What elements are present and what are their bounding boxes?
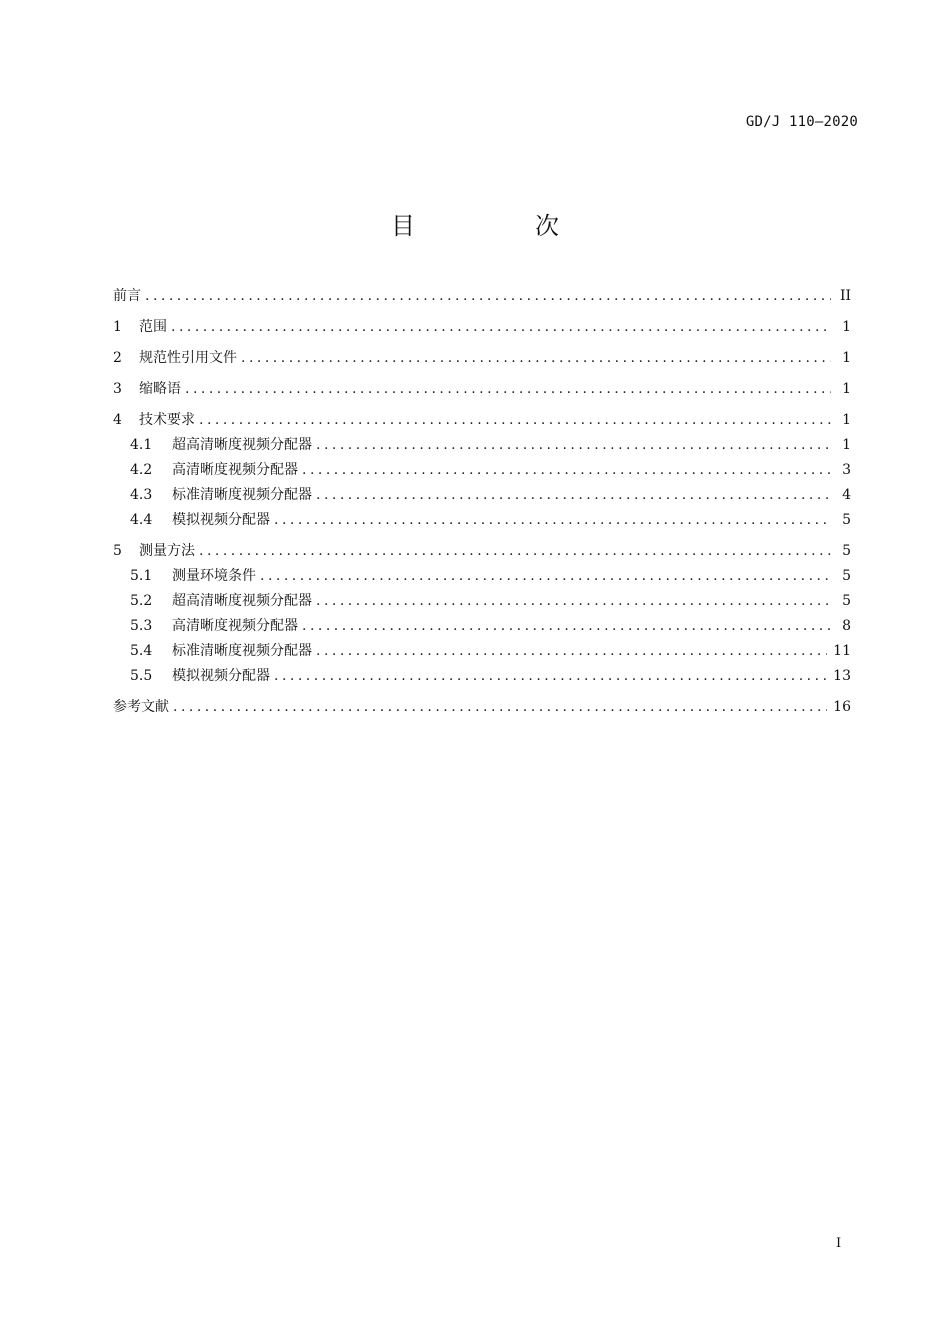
toc-dot-leader <box>260 566 831 586</box>
toc-entry[interactable] <box>113 286 851 306</box>
toc-entry-label: 规范性引用文件 <box>139 350 237 366</box>
toc-entry[interactable] <box>113 666 851 686</box>
toc-entry-page: 1 <box>842 319 851 335</box>
toc-entry[interactable] <box>113 379 851 399</box>
toc-entry-number: 4.2 <box>130 462 153 478</box>
toc-dot-leader <box>199 410 831 430</box>
toc-entry-label: 高清晰度视频分配器 <box>172 618 298 634</box>
toc-entry-number: 4.3 <box>130 487 153 503</box>
toc-entry-label: 缩略语 <box>139 381 181 397</box>
toc-entry-page: 1 <box>842 381 851 397</box>
toc-entry-number: 3 <box>113 381 122 397</box>
toc-dot-leader <box>316 641 827 661</box>
toc-entry-label: 测量环境条件 <box>172 568 256 584</box>
toc-dot-leader <box>302 616 831 636</box>
document-code: GD/J 110—2020 <box>745 114 858 130</box>
toc-dot-leader <box>316 485 831 505</box>
toc-entry[interactable] <box>113 616 851 636</box>
toc-entry-label: 测量方法 <box>139 543 195 559</box>
toc-entry-page: 3 <box>842 462 851 478</box>
toc-dot-leader <box>173 697 827 717</box>
toc-entry-number: 5.4 <box>130 643 153 659</box>
toc-dot-leader <box>274 510 831 530</box>
toc-entry-number: 5 <box>113 543 122 559</box>
toc-dot-leader <box>185 379 831 399</box>
toc-entry-number: 4.1 <box>130 437 153 453</box>
toc-entry-page: 1 <box>842 350 851 366</box>
toc-entry-label: 模拟视频分配器 <box>172 668 270 684</box>
toc-entry-label: 前言 <box>113 288 141 304</box>
toc-entry-label: 标准清晰度视频分配器 <box>172 643 312 659</box>
toc-entry-number: 4 <box>113 412 122 428</box>
toc-entry-page: 1 <box>842 412 851 428</box>
toc-entry-page: 11 <box>833 643 851 659</box>
toc-entry[interactable] <box>113 485 851 505</box>
toc-entry-page: 5 <box>842 593 851 609</box>
toc-dot-leader <box>316 435 831 455</box>
toc-dot-leader <box>171 317 831 337</box>
toc-entry-number: 2 <box>113 350 122 366</box>
toc-entry-label: 超高清晰度视频分配器 <box>172 593 312 609</box>
toc-entry[interactable] <box>113 541 851 561</box>
toc-entry[interactable] <box>113 510 851 530</box>
toc-entry-page: 8 <box>842 618 851 634</box>
toc-dot-leader <box>145 286 831 306</box>
toc-entry-page: 5 <box>842 568 851 584</box>
toc-entry-page: II <box>839 288 851 304</box>
toc-entry[interactable] <box>113 317 851 337</box>
toc-entry-page: 1 <box>842 437 851 453</box>
toc-entry-number: 4.4 <box>130 512 153 528</box>
table-of-contents <box>113 286 851 717</box>
toc-entry-page: 16 <box>833 699 851 715</box>
toc-entry-number: 1 <box>113 319 122 335</box>
toc-entry[interactable] <box>113 460 851 480</box>
toc-entry-label: 标准清晰度视频分配器 <box>172 487 312 503</box>
toc-dot-leader <box>199 541 831 561</box>
toc-dot-leader <box>302 460 831 480</box>
page-title: 目 次 <box>391 212 607 240</box>
toc-entry[interactable] <box>113 348 851 368</box>
toc-entry-label: 技术要求 <box>139 412 195 428</box>
page-number: I <box>836 1236 842 1251</box>
toc-entry-page: 5 <box>842 512 851 528</box>
toc-entry-page: 5 <box>842 543 851 559</box>
toc-dot-leader <box>316 591 831 611</box>
toc-entry-number: 5.5 <box>130 668 153 684</box>
toc-entry[interactable] <box>113 410 851 430</box>
toc-entry[interactable] <box>113 566 851 586</box>
toc-entry-label: 超高清晰度视频分配器 <box>172 437 312 453</box>
toc-entry-label: 范围 <box>139 319 167 335</box>
toc-entry[interactable] <box>113 697 851 717</box>
toc-entry-label: 高清晰度视频分配器 <box>172 462 298 478</box>
toc-entry-label: 参考文献 <box>113 699 169 715</box>
toc-entry[interactable] <box>113 641 851 661</box>
toc-entry[interactable] <box>113 435 851 455</box>
toc-entry-page: 13 <box>833 668 851 684</box>
toc-entry-number: 5.3 <box>130 618 153 634</box>
toc-entry-label: 模拟视频分配器 <box>172 512 270 528</box>
toc-dot-leader <box>241 348 831 368</box>
toc-entry[interactable] <box>113 591 851 611</box>
toc-entry-number: 5.1 <box>130 568 153 584</box>
toc-entry-number: 5.2 <box>130 593 153 609</box>
toc-dot-leader <box>274 666 827 686</box>
toc-entry-page: 4 <box>842 487 851 503</box>
